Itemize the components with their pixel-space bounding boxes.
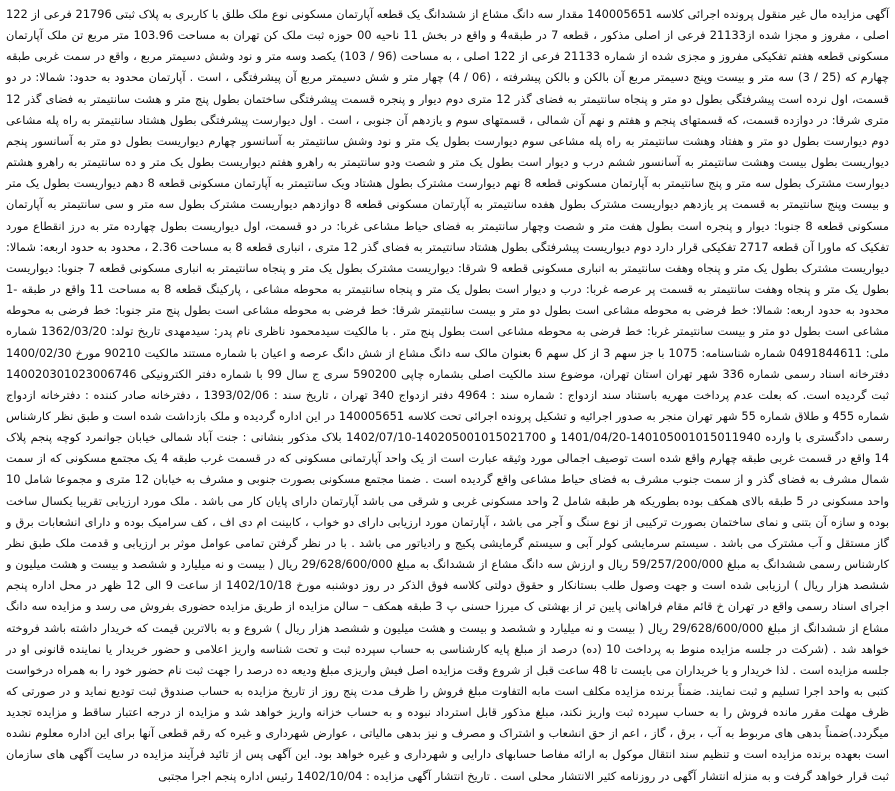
notice-body-text: آگهی مزایده مال غیر منقول پرونده اجرائی کلاسه 140005651 مقدار سه دانگ مشاع از ششدانگ یک قطعه آپارتمان مسکونی نوع ملک طلق با کاربری به پلاک ثبتی 21796 فرعی از 122 اصلی ، مفروز و مجزا شده از21133 فرعی از اصلی مذکور ، قطعه 7 در طبقه4 و واقع در بخش 11 ناحیه 00 حوزه ثبت ملک کن تهران به مساحت 103.96 متر مربع تن ملک آپارتمان مسکونی قطعه هفتم تفکیکی مفروز و مجزی شده از شماره 21133 فرعی از 122 اصلی ، به مساحت (96 / 103) یکصد وسه متر و نود وشش دسیمتر مربع ، واقع در سمت غربی طبقه چهارم که (25 / 3) سه متر و بیست وپنج دسیمتر مربع آن بالکن و بالکن پیشرفته ، (06 / 4) چهار متر و شش دسیمتر مربع آن پیشرفتگی ، است . آپارتمان محدود به حدود: شمالا: در دو قسمت، اول نرده است پیشرفتگی بطول دو متر و پنجاه سانتیمتر به فضای گذر 12 متری دوم دیوار و پنجره قسمت پیشرفتگی ساختمان بطول پنج متر و هشت سانتیمتر به فضای گذر 12 متری شرقا: در دوازده قسمت، که قسمتهای پنجم و هفتم و نهم آن شمالی ، قسمتهای سوم و یازدهم آن جنوبی ، است . اول دیوارست پیشرفتگی بطول هشتاد سانتیمتر به راه پله مشاعی دوم دیوارست بطول دو متر و هفتاد وهشت سانتیمتر به راه پله مشاعی سوم دیوارست بطول یک متر و نود وشش سانتیمتر به آسانسور چهارم دیواریست بطول دو متر به آسانسور پنجم دیواریست بطول بیست وهشت سانتیمتر به آسانسور ششم درب و دیوار است بطول یک متر و شصت ودو سانتیمتر به راهرو هفتم دیواریست بطول یک متر و ده سانتیمتر به راهرو هشتم دیوارست مشترک بطول سه متر و پنج سانتیمتر به آپارتمان مسکونی قطعه 8 نهم دیوارست مشترک بطول هشتاد ویک سانتیمتر به آپارتمان مسکونی قطعه 8 دهم دیواریست بطول یک متر و بیست وپنج سانتیمتر به قسمت پر یازدهم دیواریست مشترک بطول هفده سانتیمتر به آپارتمان مسکونی قطعه 8 دوازدهم دیواریست مشترک بطول سه متر و سی سانتیمتر به آپارتمان مسکونی قطعه 8 جنوبا: دیوار و پنجره است بطول هفت متر و شصت وچهار سانتیمتر به فضای حیاط مشاعی غربا: در دو قسمت، اول دیواریست بطول چهارده متر به درز انقطاع مورد تفکیک که ماورا آن قطعه 2717 تفکیکی قرار دارد دوم دیواریست پیشرفتگی بطول هشتاد سانتیمتر به فضای گذر 12 متری ، انباری قطعه 8 به مساحت 2.36 ، محدود به حدود اربعه: شمالا: دیواریست مشترک بطول یک متر و پنجاه وهفت سانتیمتر به انباری مسکونی قطعه 9 شرقا: دیواریست مشترک بطول یک متر و پنجاه سانتیمتر به انباری مسکونی قطعه 7 جنوبا: دیواریست بطول یک متر و پنجاه وهفت سانتیمتر به قسمت پر عرصه غربا: درب و دیوار است بطول یک متر و پنجاه سانتیمتر به محوطه مشاعی ، پارکینگ قطعه 8 به مساحت 11 واقع در طبقه -1 محدود به حدود اربعه: شمالا: خط فرضی به محوطه مشاعی است بطول دو متر و بیست سانتیمتر شرقا: خط فرضی به محوطه مشاعی است بطول پنج متر جنوبا: خط فرضی به محوطه مشاعی است بطول دو متر و بیست سانتیمتر غربا: خط فرضی به محوطه مشاعی است بطول پنج متر . با مالکیت سیدمحمود ناظری نام پدر: سیدمهدی تاریخ تولد: 1362/03/20 شماره ملی: 0491844611 شماره شناسنامه: 1075 با جز سهم 3 از کل سهم 6 بعنوان مالک سه دانگ مشاع از شش دانگ عرصه و اعیان با شماره مستند مالکیت 90210 مورخ 1400/02/30 دفترخانه اسناد رسمی شماره 336 شهر تهران استان تهران، موضوع سند مالکیت اصلی بشماره چاپی 590200 سری ج سال 99 با شماره دفتر الکترونیکی 140020301023006746 ثبت گردیده است. که بعلت عدم پرداخت مهریه باستناد سند ازدواج : شماره سند : 4964 دفتر ازدواج 340 تهران ، تاریخ سند : 1393/02/06 ، دفترخانه صادر کننده : دفترخانه ازدواج شماره 455 و طلاق شماره 55 شهر تهران منجر به صدور اجرائیه و تشکیل پرونده اجرائی تحت کلاسه 140005651 در این اداره گردیده و ملک بازداشت شده است و طبق نظر کارشناس رسمی دادگستری با وارده 140105001015011940-1401/04/20 و 140205001015021700-1402/07/10 بلاک مذکور بنشانی : جنت آباد شمالی خیابان جوانمرد کوچه پنجم پلاک 14 واقع در قسمت غربی طبقه چهارم واقع شده است توصیف اجمالی مورد وثیقه عبارت است از یک واحد آپارتمانی مسکونی که در قسمت غرب طبقه 4 یک مجتمع مسکونی که از سمت شمال مشرف به فضای گذر و از سمت جنوب مشرف به فضای حیاط مشاعی واقع گردیده است . ضمنا مجتمع مسکونی بصورت جنوبی و مشرف به خیابان 12 متری و مجموعا شامل 10 واحد مسکونی در 5 طبقه بالای همکف بوده بطوریکه هر طبقه شامل 2 واحد مسکونی غربی و شرقی می باشد آپارتمان دارای پایان کار می باشد . ملک مورد ارزیابی تقریبا یکسال ساخت بوده و سازه آن بتنی و نمای ساختمان بصورت ترکیبی از نوع سنگ و آجر می باشد ، آپارتمان مورد ارزیابی دارای دو خواب ، کابینت ام دی اف ، کف سرامیک بوده و دارای انشعابات برق و گاز مستقل و آب مشترک می باشد . سیستم سرمایشی کولر آبی و سیستم گرمایشی پکیج و رادیاتور می باشد . با در نظر گرفتن تمامی عوامل موثر بر ارزیابی و قدمت ملک طبق نظر کارشناس رسمی ششدانگ به مبلغ 59/257/200/000 ریال و ارزش سه دانگ مشاع از ششدانگ به مبلغ 29/628/600/000 ریال ( بیست و نه میلیارد و ششصد و بیست و هشت میلیون و ششصد هزار ریال ) ارزیابی شده است و جهت وصول طلب بستانکار و حقوق دولتی کلاسه فوق الذکر در روز دوشنبه مورخ 1402/10/18 از ساعت 9 الی 12 ظهر در محل اداره پنجم اجرای اسناد رسمی واقع در تهران خ قائم مقام فراهانی پایین تر از بهشتی ک میرزا حسنی پ 3 طبقه همکف – سالن مزایده از طریق مزایده حضوری بفروش می رسد و مزایده سه دانگ مشاع از ششدانگ از مبلغ 29/628/600/000 ریال ( بیست و نه میلیارد و ششصد و بیست و هشت میلیون و ششصد هزار ریال ) شروع و به بالاترین قیمت که خریدار داشته باشد فروخته خواهد شد . (شرکت در جلسه مزایده منوط به پرداخت 10 (ده) درصد از مبلغ پایه کارشناسی به حساب سپرده ثبت و تحت شناسه واریز اعلامی و حضور خریدار یا نماینده قانونی او در جلسه مزایده است . لذا خریدار و یا خریداران می بایست تا 48 ساعت قبل از شروع وقت مزایده اصل فیش واریزی مبلغ ودیعه ده درصد را جهت ثبت نام حضور خود را به همراه درخواست کتبی به واحد اجرا تسلیم و ثبت نمایند. ضمناً برنده مزایده مکلف است مابه التفاوت مبلغ فروش را ظرف مدت پنج روز از تاریخ مزایده به حساب صندوق ثبت تودیع نماید و در صورتی که ظرف مهلت مقرر مانده فروش را به حساب سپرده ثبت واریز نکند، مبلغ مذکور قابل استرداد نبوده و به حساب خزانه واریز خواهد شد و مزایده از درجه اعتبار ساقط و مزایده تجدید میگردد.)ضمناً بدهی های مربوط به آب ، برق ، گاز ، اعم از حق انشعاب و اشتراک و مصرف و نیز بدهی مالیاتی ، عوارض شهرداری و غیره که رقم قطعی آنها برای این اداره معلوم نشده است بعهده برنده مزایده است و تنظیم سند انتقال موکول به ارائه مفاصا حسابهای دارایی و شهرداری و غیره خواهد بود. این آگهی پس از تائید فرآیند مزایده در سایت آگهی های سازمان ثبت قرار خواهد گرفت و به منزله انتشار آگهی در روزنامه کثیر الانتشار محلی است . [6, 7, 890, 783]
notice-paragraph [6, 4, 889, 787]
notice-publication-line: تاریخ انتشار آگهی مزایده : 1402/10/04 رئیس اداره پنجم اجرا مجتبی [158, 768, 490, 783]
